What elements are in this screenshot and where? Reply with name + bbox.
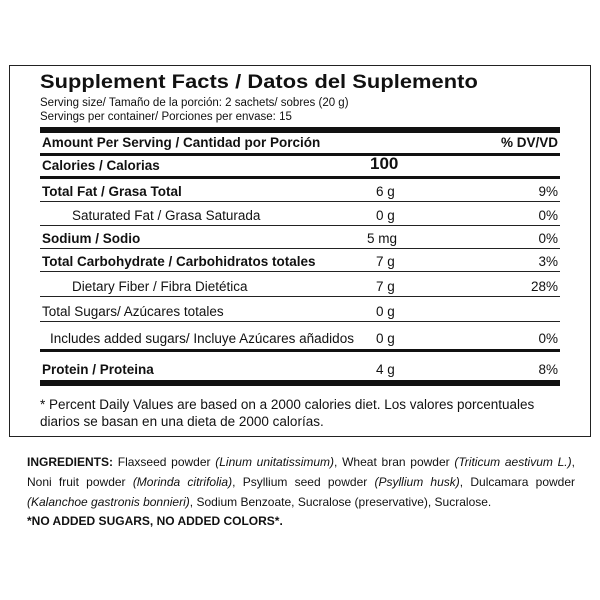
ingredient-latin: (Kalanchoe gastronis bonnieri) — [27, 495, 190, 509]
ingredient: Flaxseed powder — [117, 455, 211, 469]
ingredients-heading: INGREDIENTS: — [27, 455, 114, 469]
ingredient: Psyllium seed powder — [242, 475, 368, 489]
ingredient: Sodium Benzoate, Sucralose (preservative), Sucralose. — [196, 495, 492, 509]
header-amount: Amount Per Serving / Cantidad por Porción — [42, 135, 321, 150]
row-label: Saturated Fat / Grasa Saturada — [72, 208, 261, 223]
row-label: Sodium / Sodio — [42, 231, 141, 246]
row-dv: 3% — [538, 254, 558, 269]
calories-row — [40, 156, 560, 176]
ingredient-latin: (Linum unitatissimum) — [215, 455, 335, 469]
table-row — [40, 226, 560, 249]
row-amount: 0 g — [376, 208, 395, 223]
row-label: Total Fat / Grasa Total — [42, 184, 182, 199]
table-header-row — [40, 133, 560, 153]
ingredient: Noni fruit powder — [27, 475, 126, 489]
row-dv: 8% — [538, 362, 558, 377]
ingredient-latin: (Triticum aestivum L.) — [454, 455, 572, 469]
facts-title: Supplement Facts / Datos del Suplemento — [40, 71, 478, 93]
row-dv: 0% — [538, 208, 558, 223]
no-added-claim: *NO ADDED SUGARS, NO ADDED COLORS*. — [27, 514, 283, 528]
row-label: Total Sugars/ Azúcares totales — [42, 304, 224, 319]
row-amount: 7 g — [376, 254, 395, 269]
row-label: Includes added sugars/ Incluye Azúcares añadidos — [50, 331, 354, 346]
row-amount: 5 mg — [367, 231, 398, 246]
table-row — [40, 297, 560, 322]
calories-value: 100 — [370, 154, 399, 173]
row-amount: 6 g — [376, 184, 395, 199]
row-label: Dietary Fiber / Fibra Dietética — [72, 279, 248, 294]
row-dv: 28% — [530, 279, 558, 294]
servings-per-container: Servings per container/ Porciones per envase: 15 — [40, 111, 292, 123]
row-dv: 0% — [538, 231, 558, 246]
row-dv: 0% — [538, 331, 558, 346]
row-amount: 7 g — [376, 279, 395, 294]
table-row — [40, 352, 560, 380]
ingredient-latin: (Morinda citrifolia) — [132, 475, 233, 489]
row-amount: 0 g — [376, 331, 395, 346]
table-row — [40, 179, 560, 202]
footnote: * Percent Daily Values are based on a 2000 calories diet. Los valores porcentuales diarios se basan en una dieta de 2000 calorías. — [40, 397, 535, 429]
row-dv: 9% — [538, 184, 558, 199]
thick-divider — [40, 380, 560, 386]
table-row — [40, 322, 560, 349]
table-row — [40, 202, 560, 226]
table-row — [40, 249, 560, 272]
ingredient: Dulcamara powder — [470, 475, 576, 489]
ingredients-list: INGREDIENTS: Flaxseed powder (Linum unitatissimum), Wheat bran powder (Triticum aestivum L.), Noni fruit powder (Morinda citrifolia), Psyllium seed powder (Psyllium husk), Dulcamara powder (Kalanchoe gastronis bonnieri), Sodium Benzoate, Sucralose (preservative), Sucralose. — [27, 455, 576, 509]
supplement-facts-panel — [9, 65, 591, 437]
serving-size: Serving size/ Tamaño de la porción: 2 sachets/ sobres (20 g) — [40, 97, 349, 109]
header-dv: % DV/VD — [500, 135, 558, 150]
row-amount: 4 g — [376, 362, 395, 377]
row-label: Total Carbohydrate / Carbohidratos totales — [42, 254, 316, 269]
row-amount: 0 g — [376, 304, 395, 319]
table-row — [40, 272, 560, 297]
calories-label: Calories / Calorias — [42, 158, 160, 173]
ingredient: Wheat bran powder — [342, 455, 450, 469]
ingredient-latin: (Psyllium husk) — [374, 475, 460, 489]
row-label: Protein / Proteina — [42, 362, 154, 377]
